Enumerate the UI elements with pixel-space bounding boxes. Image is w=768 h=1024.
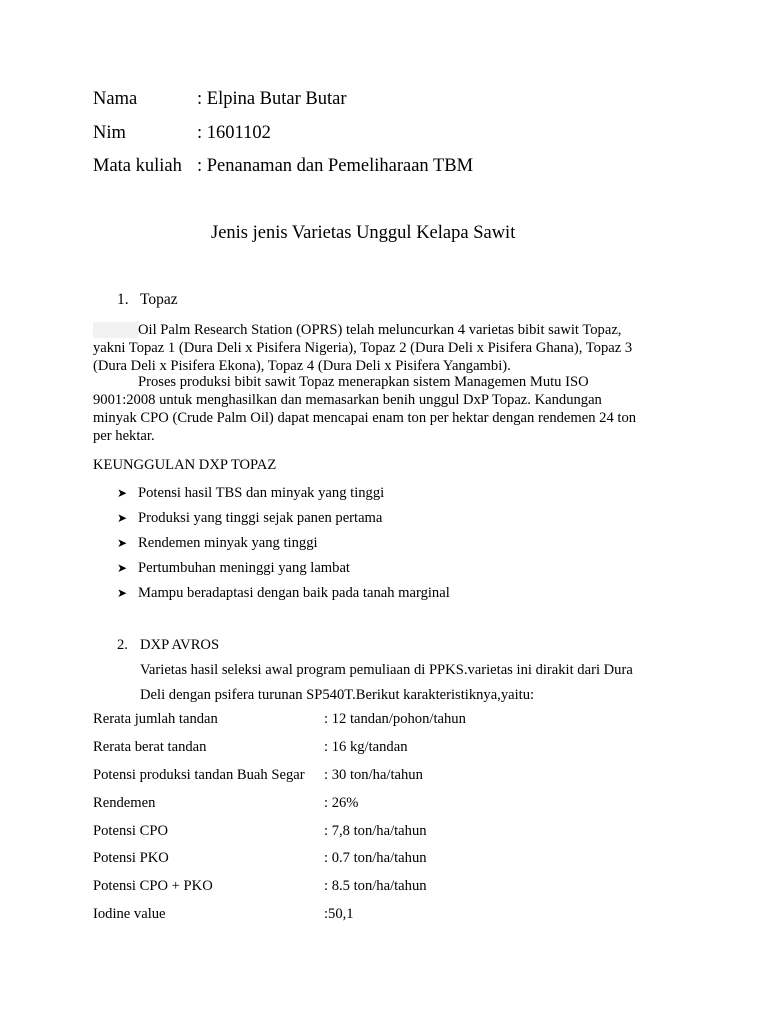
advantage-item <box>117 510 382 527</box>
advantage-item <box>117 485 384 502</box>
para2-line: per hektar. <box>93 428 155 444</box>
spec-value: : 0.7 ton/ha/tahun <box>324 850 427 866</box>
header-nim-row <box>93 122 693 144</box>
para2-line: minyak CPO (Crude Palm Oil) dapat mencapai enam ton per hektar dengan rendemen 24 ton <box>93 410 637 426</box>
spec-value: :50,1 <box>324 906 354 922</box>
advantage-text: Mampu beradaptasi dengan baik pada tanah marginal <box>138 585 450 601</box>
nim-value: : 1601102 <box>197 123 271 143</box>
section2-intro-line2: Deli dengan psifera turunan SP540T.Berikut karakteristiknya,yaitu: <box>140 687 535 703</box>
advantage-text: Potensi hasil TBS dan minyak yang tinggi <box>138 485 385 501</box>
arrow-bullet-icon: ➤ <box>117 586 128 600</box>
section2-number: 2. <box>117 637 128 653</box>
spec-label: Rerata jumlah tandan <box>93 711 218 727</box>
arrow-bullet-icon: ➤ <box>117 536 128 550</box>
section1-paragraph2 <box>93 373 678 445</box>
advantage-item <box>117 535 318 552</box>
spec-label: Potensi PKO <box>93 850 169 866</box>
spec-label: Iodine value <box>93 906 166 922</box>
arrow-bullet-icon: ➤ <box>117 561 128 575</box>
spec-label: Rendemen <box>93 795 156 811</box>
matkul-label: Mata kuliah <box>93 156 182 176</box>
header-nama-row <box>93 88 693 110</box>
para1-line: (Dura Deli x Pisifera Ekona), Topaz 4 (Dura Deli x Pisifera Yangambi). <box>93 358 511 374</box>
section1-number: 1. <box>117 291 129 308</box>
spec-label: Rerata berat tandan <box>93 739 207 755</box>
arrow-bullet-icon: ➤ <box>117 486 128 500</box>
para2-line: 9001:2008 untuk menghasilkan dan memasarkan benih unggul DxP Topaz. Kandungan <box>93 392 602 408</box>
nama-value: : Elpina Butar Butar <box>197 89 347 109</box>
advantage-item <box>117 585 450 602</box>
advantage-text: Produksi yang tinggi sejak panen pertama <box>138 510 383 526</box>
section1-heading: Topaz <box>140 291 178 308</box>
header-matkul-row <box>93 155 693 177</box>
section1-paragraph1 <box>93 321 678 375</box>
para1-line: Oil Palm Research Station (OPRS) telah meluncurkan 4 varietas bibit sawit Topaz, <box>138 322 622 338</box>
spec-label: Potensi CPO <box>93 823 169 839</box>
advantages-heading: KEUNGGULAN DXP TOPAZ <box>93 457 277 473</box>
document-title: Jenis jenis Varietas Unggul Kelapa Sawit <box>211 223 516 243</box>
spec-value: : 12 tandan/pohon/tahun <box>324 711 466 727</box>
spec-value: : 8.5 ton/ha/tahun <box>324 878 427 894</box>
para1-line: yakni Topaz 1 (Dura Deli x Pisifera Nigeria), Topaz 2 (Dura Deli x Pisifera Ghana), Topaz 3 <box>93 340 633 356</box>
advantage-text: Rendemen minyak yang tinggi <box>138 535 318 551</box>
spec-label: Potensi produksi tandan Buah Segar <box>93 767 305 783</box>
spec-value: : 7,8 ton/ha/tahun <box>324 823 427 839</box>
spec-value: : 16 kg/tandan <box>324 739 408 755</box>
spec-label: Potensi CPO + PKO <box>93 878 213 894</box>
spec-value: : 30 ton/ha/tahun <box>324 767 423 783</box>
section2-heading: DXP AVROS <box>140 637 220 653</box>
advantage-item <box>117 560 350 577</box>
arrow-bullet-icon: ➤ <box>117 511 128 525</box>
spec-value: : 26% <box>324 795 359 811</box>
nama-label: Nama <box>93 89 138 109</box>
section2-intro-line1: Varietas hasil seleksi awal program pemuliaan di PPKS.varietas ini dirakit dari Dura <box>140 662 633 678</box>
advantage-text: Pertumbuhan meninggi yang lambat <box>138 560 350 576</box>
para2-line: Proses produksi bibit sawit Topaz menerapkan sistem Managemen Mutu ISO <box>138 374 589 390</box>
matkul-value: : Penanaman dan Pemeliharaan TBM <box>197 156 474 176</box>
nim-label: Nim <box>93 123 126 143</box>
